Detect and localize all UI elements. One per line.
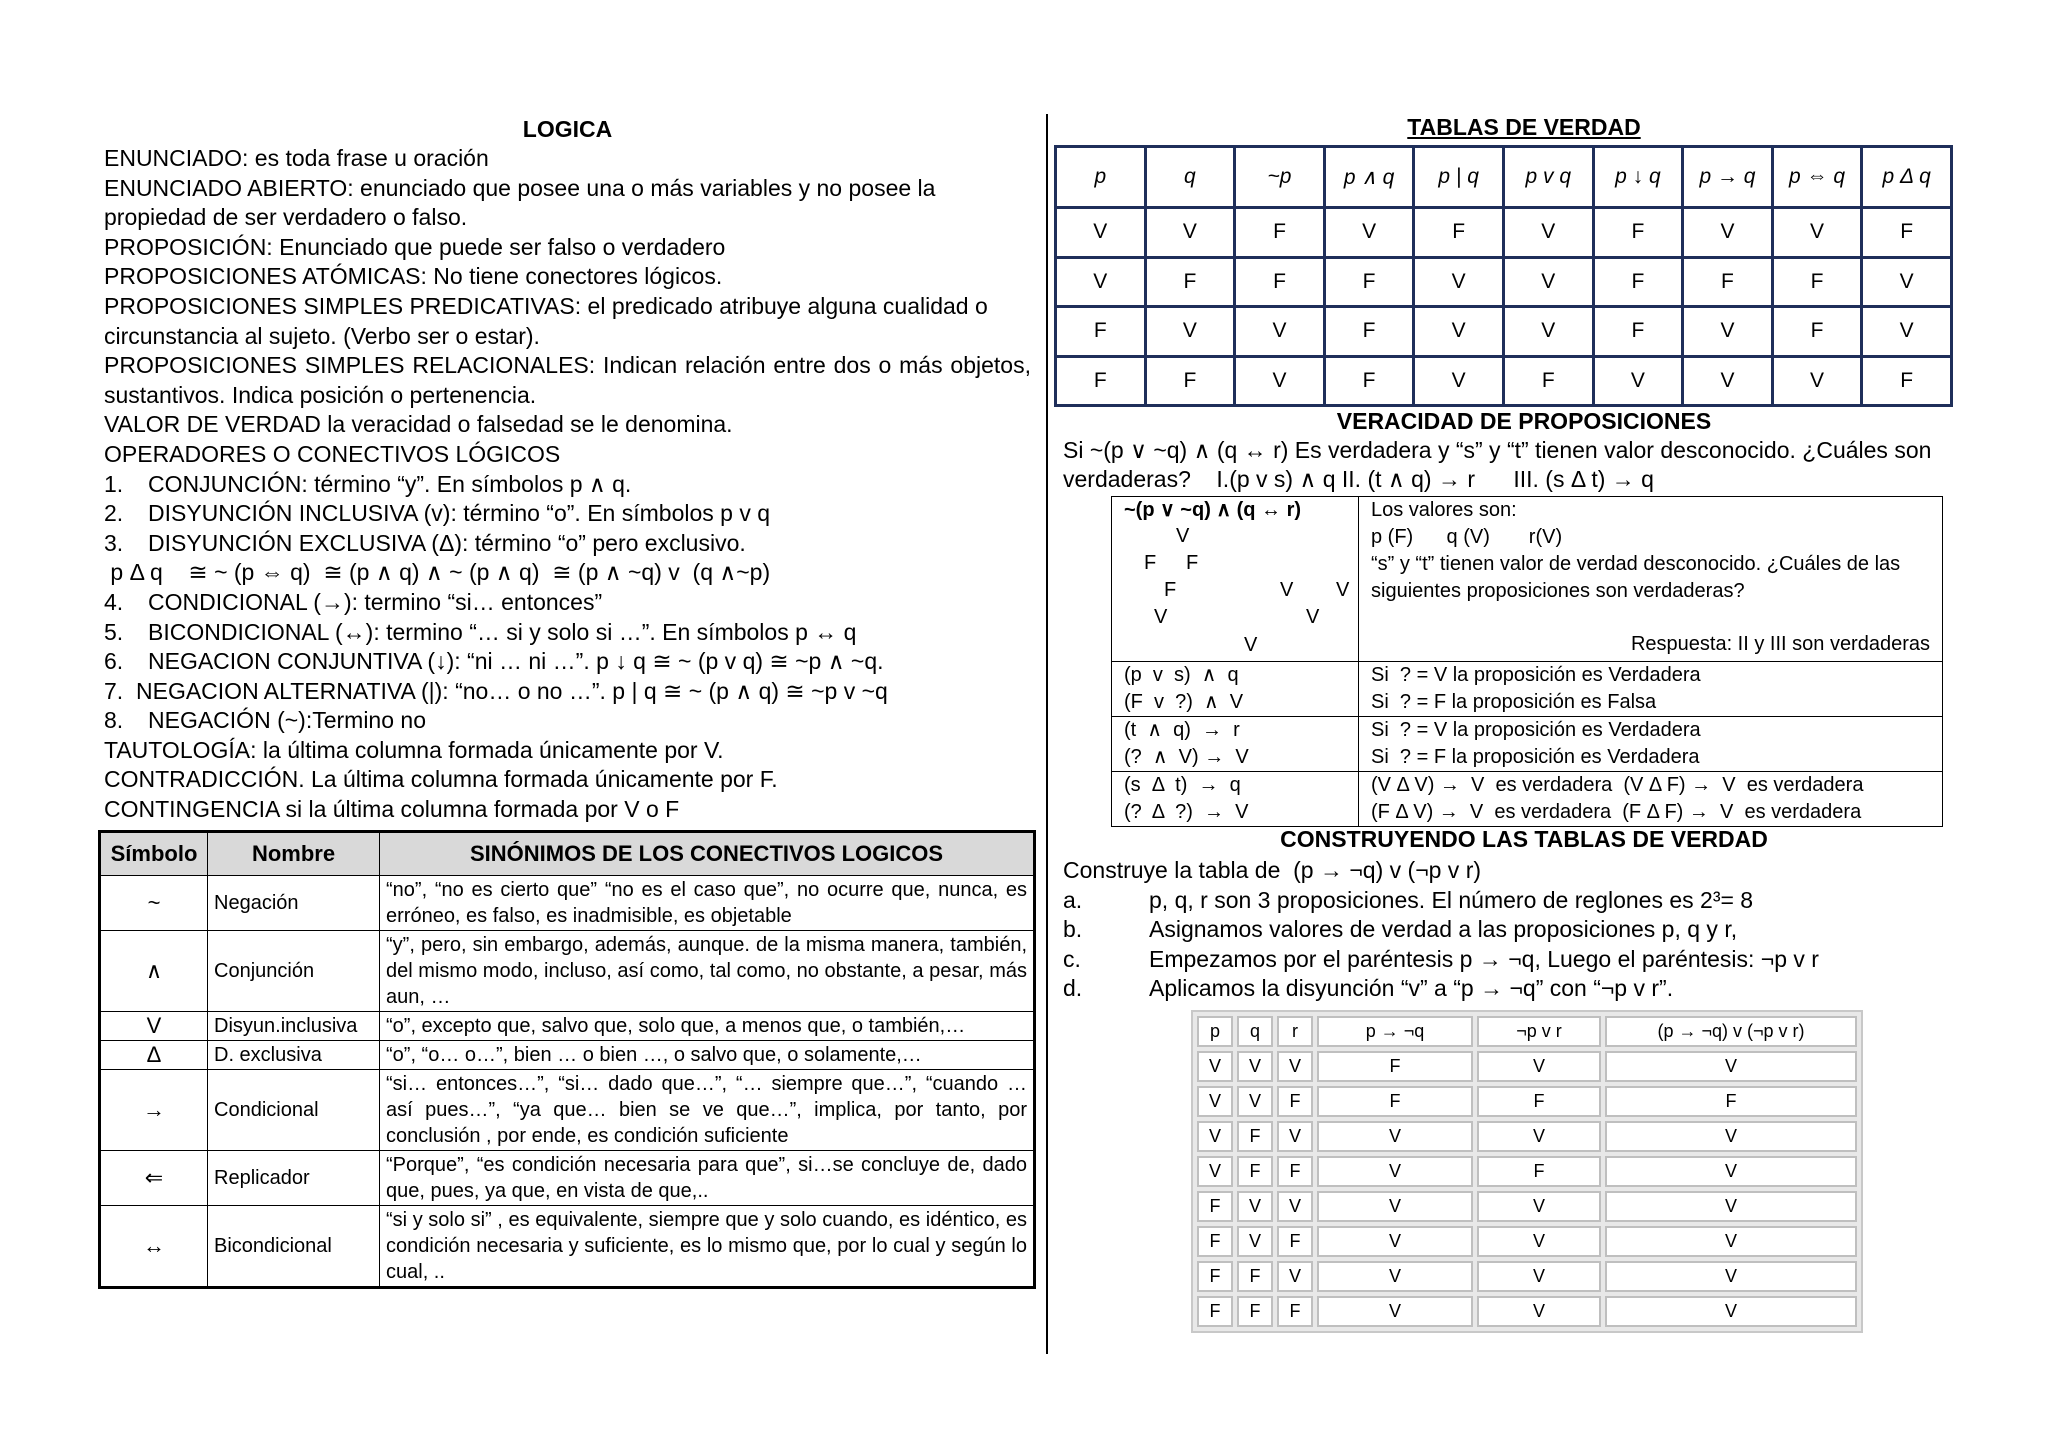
truth-cell: F (1593, 257, 1683, 307)
truth-cell: F (1324, 257, 1414, 307)
truth-cell: V (1197, 1051, 1233, 1082)
truth-cell: F (1324, 356, 1414, 406)
value-mark: F (1186, 552, 1199, 574)
truth-cell: V (1237, 1191, 1273, 1222)
column-header: p v q (1503, 147, 1593, 208)
truth-cell: V (1477, 1191, 1601, 1222)
expression-line: (s Δ t) → q (1124, 774, 1241, 796)
expression-line: (F v ?) ∧ V (1124, 691, 1244, 713)
truth-cell: V (1414, 257, 1504, 307)
list-item: a. p, q, r son 3 proposiciones. El número de reglones es 2³= 8 (1063, 886, 1754, 913)
column-header: q (1145, 147, 1235, 208)
truth-cell: F (1237, 1261, 1273, 1292)
list-item: 6. NEGACION CONJUNTIVA (↓): “ni … ni …”. p ↓ q ≅ ~ (p v q) ≅ ~p ∧ ~q. (104, 648, 884, 675)
truth-cell: F (1772, 307, 1862, 357)
left-column (104, 114, 1031, 825)
explanation-line: Si ? = F la proposición es Verdadera (1371, 746, 1700, 768)
truth-cell: F (1324, 307, 1414, 357)
list-item: 7. NEGACION ALTERNATIVA (|): “no… o no …”. p | q ≅ ~ (p ∧ q) ≅ ~p v ~q (104, 677, 888, 704)
truth-cell: F (1772, 257, 1862, 307)
truth-cell: V (1237, 1086, 1273, 1117)
name-cell: Disyun.inclusiva (208, 1012, 380, 1041)
truth-cell: F (1477, 1156, 1601, 1187)
truth-cell: V (1324, 208, 1414, 258)
truth-cell: F (1862, 356, 1952, 406)
column-header: p → ¬q (1317, 1016, 1473, 1047)
truth-cell: V (1772, 208, 1862, 258)
column-header: p ⇔ q (1772, 147, 1862, 208)
symbol-cell: V (100, 1012, 208, 1041)
xor-formula: p Δ q ≅ ~ (p ⇔ q) ≅ (p ∧ q) ∧ ~ (p ∧ q) ≅ (p ∧ ~q) v (q ∧~p) (104, 559, 771, 586)
truth-cell: V (1317, 1121, 1473, 1152)
list-item: 2. DISYUNCIÓN INCLUSIVA (v): término “o”. En símbolos p v q (104, 500, 771, 527)
truth-cell: F (1277, 1226, 1313, 1257)
explanation-cell (1359, 772, 1943, 827)
truth-cell: V (1317, 1156, 1473, 1187)
table-row (100, 876, 1035, 931)
synonyms-cell: “si y solo si” , es equivalente, siempre que y solo cuando, es idéntico, es condición necesaria y suficiente, es lo mismo que, por lo cual y según lo cual, .. (380, 1206, 1035, 1288)
table-row (1197, 1051, 1857, 1082)
table-row (1197, 1156, 1857, 1187)
truth-cell: V (1235, 307, 1325, 357)
column-header: p (1056, 147, 1146, 208)
table-row (1197, 1191, 1857, 1222)
name-cell: Replicador (208, 1151, 380, 1206)
truth-cell: F (1056, 307, 1146, 357)
symbol-cell: ⇐ (100, 1151, 208, 1206)
list-item: 4. CONDICIONAL (→): termino “si… entonces” (104, 588, 603, 615)
truth-cell: V (1862, 257, 1952, 307)
table-row (1197, 1226, 1857, 1257)
expression-cell (1112, 497, 1359, 662)
truth-cell: F (1197, 1226, 1233, 1257)
value-mark: V (1336, 579, 1350, 601)
table-header-row (1056, 147, 1952, 208)
table-header-row (1197, 1016, 1857, 1047)
expression-cell (1112, 772, 1359, 827)
truth-cell: F (1237, 1121, 1273, 1152)
truth-cell: F (1277, 1156, 1313, 1187)
name-cell: Negación (208, 876, 380, 931)
table-row (1112, 772, 1943, 827)
symbol-cell: ~ (100, 876, 208, 931)
column-header: p | q (1414, 147, 1504, 208)
def-enunciado: ENUNCIADO: es toda frase u oración (104, 145, 489, 171)
synonyms-cell: “si… entonces…”, “si… dado que…”, “… siempre que…”, “cuando … así pues…”, “ya que… bien se ve que…”, implica, por tanto, por conclusión , por ende, es condición suficiente (380, 1070, 1035, 1151)
column-header: q (1237, 1016, 1273, 1047)
truth-cell: F (1197, 1296, 1233, 1327)
expression-cell (1112, 717, 1359, 772)
truth-cell: F (1477, 1086, 1601, 1117)
def-enunciado-abierto: ENUNCIADO ABIERTO: enunciado que posee una o más variables y no posee la propiedad de ser verdadero o falso. (104, 174, 936, 231)
list-item: 5. BICONDICIONAL (↔): termino “… si y solo si …”. En símbolos p ↔ q (104, 618, 857, 645)
synonyms-cell: “Porque”, “es condición necesaria para que”, si…se concluye de, dado que, pues, ya que, en vista de que,.. (380, 1151, 1035, 1206)
column-divider (1046, 114, 1048, 1354)
name-cell: Condicional (208, 1070, 380, 1151)
operadores-heading: OPERADORES O CONECTIVOS LÓGICOS (104, 440, 561, 467)
truth-cell: F (1145, 356, 1235, 406)
truth-cell: F (1503, 356, 1593, 406)
expression-line: (p v s) ∧ q (1124, 664, 1239, 686)
truth-cell: V (1605, 1121, 1857, 1152)
truth-cell: V (1683, 356, 1773, 406)
synonyms-table (98, 830, 1036, 1289)
truth-cell: F (1414, 208, 1504, 258)
explanation-line: Si ? = F la proposición es Falsa (1371, 691, 1657, 713)
list-item: d. Aplicamos la disyunción “v” a “p → ¬q” con “¬p v r”. (1063, 975, 1674, 1002)
table-row (1197, 1121, 1857, 1152)
truth-cell: F (1862, 208, 1952, 258)
truth-table-connectives (1054, 145, 1953, 407)
truth-cell: F (1056, 356, 1146, 406)
column-header: p (1197, 1016, 1233, 1047)
value-mark: V (1244, 634, 1258, 656)
table-header-row (100, 832, 1035, 876)
truth-cell: F (1277, 1086, 1313, 1117)
truth-cell: V (1197, 1156, 1233, 1187)
def-relacionales: PROPOSICIONES SIMPLES RELACIONALES: Indican relación entre dos o más objetos, sustantivos. Indica posición o pertenencia. (104, 352, 1031, 408)
column-header: ¬p v r (1477, 1016, 1601, 1047)
truth-cell: V (1605, 1296, 1857, 1327)
column-header: r (1277, 1016, 1313, 1047)
expression-line: (t ∧ q) → r (1124, 719, 1240, 741)
truth-cell: V (1317, 1296, 1473, 1327)
veracidad-table (1111, 496, 1943, 827)
def-valor-verdad: VALOR DE VERDAD la veracidad o falsedad se le denomina. (104, 411, 733, 438)
truth-cell: F (1235, 208, 1325, 258)
explanation-cell (1359, 717, 1943, 772)
def-contingencia: CONTINGENCIA si la última columna formada por V o F (104, 796, 680, 823)
table-row (1056, 257, 1952, 307)
value-mark: F (1164, 579, 1177, 601)
truth-cell: V (1277, 1191, 1313, 1222)
explanation-cell (1359, 497, 1943, 662)
table-row (1112, 662, 1943, 717)
truth-cell: V (1145, 307, 1235, 357)
connectives-list (104, 470, 1031, 736)
truth-cell: V (1605, 1156, 1857, 1187)
explanation-line: Si ? = V la proposición es Verdadera (1371, 664, 1701, 686)
value-mark: V (1176, 525, 1190, 547)
symbol-cell: ↔ (100, 1206, 208, 1288)
truth-cell: V (1277, 1051, 1313, 1082)
expression-cell (1112, 662, 1359, 717)
column-header: p Δ q (1862, 147, 1952, 208)
truth-cell: V (1477, 1226, 1601, 1257)
truth-cell: V (1477, 1051, 1601, 1082)
column-header: p ↓ q (1593, 147, 1683, 208)
def-contradiccion: CONTRADICCIÓN. La última columna formada únicamente por F. (104, 766, 778, 793)
table-row (100, 1041, 1035, 1070)
truth-cell: V (1477, 1121, 1601, 1152)
name-cell: Conjunción (208, 931, 380, 1012)
synonyms-cell: “no”, “no es cierto que” “no es el caso que”, no ocurre que, nunca, es erróneo, es falso, es inadmisible, es objetable (380, 876, 1035, 931)
value-mark: V (1154, 606, 1168, 628)
column-header: Símbolo (100, 832, 208, 876)
construyendo-title: CONSTRUYENDO LAS TABLAS DE VERDAD (1280, 826, 1768, 852)
list-item: b. Asignamos valores de verdad a las proposiciones p, q y r, (1063, 916, 1738, 943)
expression-head: ~(p ∨ ~q) ∧ (q ↔ r) (1124, 499, 1302, 521)
explanation-line: (V Δ V) → V es verdadera (V Δ F) → V es verdadera (1371, 774, 1864, 796)
values-intro: Los valores son: (1371, 499, 1517, 521)
symbol-cell: Δ (100, 1041, 208, 1070)
column-header: Nombre (208, 832, 380, 876)
value-mark: V (1280, 579, 1294, 601)
def-atomicas: PROPOSICIONES ATÓMICAS: No tiene conectores lógicos. (104, 263, 723, 290)
truth-cell: V (1277, 1121, 1313, 1152)
truth-cell: F (1683, 257, 1773, 307)
table-row (100, 1151, 1035, 1206)
table-row (100, 1012, 1035, 1041)
truth-cell: V (1414, 356, 1504, 406)
veracidad-question: Si ~(p ∨ ~q) ∧ (q ↔ r) Es verdadera y “s” y “t” tienen valor desconocido. ¿Cuáles son verdaderas? I.(p v s) ∧ q II. (t ∧ q) → r III. (s Δ t) → q (1063, 437, 1938, 492)
expression-line: (? Δ ?) → V (1124, 801, 1249, 823)
value-mark: F (1144, 552, 1157, 574)
truth-cell: F (1277, 1296, 1313, 1327)
truth-table-example (1191, 1010, 1863, 1333)
list-item: 8. NEGACIÓN (~):Termino no (104, 707, 426, 734)
truth-cell: F (1317, 1051, 1473, 1082)
list-item: 3. DISYUNCIÓN EXCLUSIVA (Δ): término “o” pero exclusivo. (104, 529, 746, 556)
def-proposicion: PROPOSICIÓN: Enunciado que puede ser falso o verdadero (104, 233, 726, 260)
truth-tables-title: TABLAS DE VERDAD (1407, 114, 1641, 140)
truth-cell: V (1605, 1261, 1857, 1292)
truth-cell: F (1317, 1086, 1473, 1117)
truth-cell: F (1605, 1086, 1857, 1117)
truth-cell: F (1593, 307, 1683, 357)
truth-cell: V (1503, 208, 1593, 258)
list-item: c. Empezamos por el paréntesis p → ¬q, Luego el paréntesis: ¬p v r (1063, 945, 1819, 972)
table-row (1112, 497, 1943, 662)
veracidad-title: VERACIDAD DE PROPOSICIONES (1336, 408, 1712, 434)
truth-cell: F (1145, 257, 1235, 307)
table-row (1056, 208, 1952, 258)
table-row (100, 1070, 1035, 1151)
expression-line: (? ∧ V) → V (1124, 746, 1249, 768)
construyendo-steps (1063, 856, 1963, 1004)
truth-cell: V (1056, 208, 1146, 258)
column-header: p ∧ q (1324, 147, 1414, 208)
truth-cell: F (1593, 208, 1683, 258)
table-row (100, 1206, 1035, 1288)
truth-cell: V (1683, 307, 1773, 357)
column-header: p → q (1683, 147, 1773, 208)
truth-cell: V (1772, 356, 1862, 406)
column-header: (p → ¬q) v (¬p v r) (1605, 1016, 1857, 1047)
def-tautologia: TAUTOLOGÍA: la última columna formada únicamente por V. (104, 736, 724, 763)
truth-cell: F (1197, 1261, 1233, 1292)
synonyms-cell: “y”, pero, sin embargo, además, aunque. de la misma manera, también, del mismo modo, incluso, así como, tal como, no obstante, a pesar, más aun, … (380, 931, 1035, 1012)
truth-cell: V (1197, 1121, 1233, 1152)
truth-cell: V (1235, 356, 1325, 406)
explanation-line: Si ? = V la proposición es Verdadera (1371, 719, 1701, 741)
explanation-line: (F Δ V) → V es verdadera (F Δ F) → V es verdadera (1371, 801, 1862, 823)
truth-cell: V (1862, 307, 1952, 357)
truth-cell: V (1503, 307, 1593, 357)
truth-cell: V (1605, 1051, 1857, 1082)
symbol-cell: → (100, 1070, 208, 1151)
truth-cell: V (1593, 356, 1683, 406)
respuesta: Respuesta: II y III son verdaderas (1630, 633, 1930, 655)
truth-cell: V (1683, 208, 1773, 258)
values-question: “s” y “t” tienen valor de verdad desconocido. ¿Cuáles de las siguientes proposiciones son verdaderas? (1371, 553, 1901, 602)
truth-cell: F (1197, 1191, 1233, 1222)
truth-cell: V (1237, 1226, 1273, 1257)
name-cell: D. exclusiva (208, 1041, 380, 1070)
truth-cell: V (1477, 1261, 1601, 1292)
symbol-cell: ∧ (100, 931, 208, 1012)
table-row (1197, 1296, 1857, 1327)
page-title: LOGICA (522, 116, 613, 142)
truth-cell: V (1145, 208, 1235, 258)
def-predicativas: PROPOSICIONES SIMPLES PREDICATIVAS: el predicado atribuye alguna cualidad o circunstancia al sujeto. (Verbo ser o estar). (104, 292, 988, 349)
table-row (1197, 1261, 1857, 1292)
construyendo-intro: Construye la tabla de (p → ¬q) v (¬p v r) (1063, 857, 1482, 883)
table-row (100, 931, 1035, 1012)
truth-cell: V (1197, 1086, 1233, 1117)
truth-cell: V (1414, 307, 1504, 357)
table-row (1197, 1086, 1857, 1117)
truth-cell: F (1237, 1296, 1273, 1327)
table-row (1112, 717, 1943, 772)
truth-cell: V (1605, 1191, 1857, 1222)
table-row (1056, 307, 1952, 357)
truth-cell: F (1237, 1156, 1273, 1187)
truth-cell: V (1277, 1261, 1313, 1292)
truth-cell: V (1237, 1051, 1273, 1082)
truth-cell: V (1503, 257, 1593, 307)
explanation-cell (1359, 662, 1943, 717)
name-cell: Bicondicional (208, 1206, 380, 1288)
table-row (1056, 356, 1952, 406)
list-item: 1. CONJUNCIÓN: término “y”. En símbolos p ∧ q. (104, 470, 632, 497)
values-line: p (F) q (V) r(V) (1371, 526, 1563, 548)
truth-cell: V (1317, 1226, 1473, 1257)
value-mark: V (1306, 606, 1320, 628)
truth-cell: F (1235, 257, 1325, 307)
truth-cell: V (1317, 1261, 1473, 1292)
synonyms-cell: “o”, excepto que, salvo que, solo que, a menos que, o también,… (380, 1012, 1035, 1041)
truth-cell: V (1477, 1296, 1601, 1327)
column-header: SINÓNIMOS DE LOS CONECTIVOS LOGICOS (380, 832, 1035, 876)
truth-cell: V (1056, 257, 1146, 307)
truth-cell: V (1605, 1226, 1857, 1257)
truth-cell: V (1317, 1191, 1473, 1222)
synonyms-cell: “o”, “o… o…”, bien … o bien …, o salvo que, o solamente,… (380, 1041, 1035, 1070)
column-header: ~p (1235, 147, 1325, 208)
